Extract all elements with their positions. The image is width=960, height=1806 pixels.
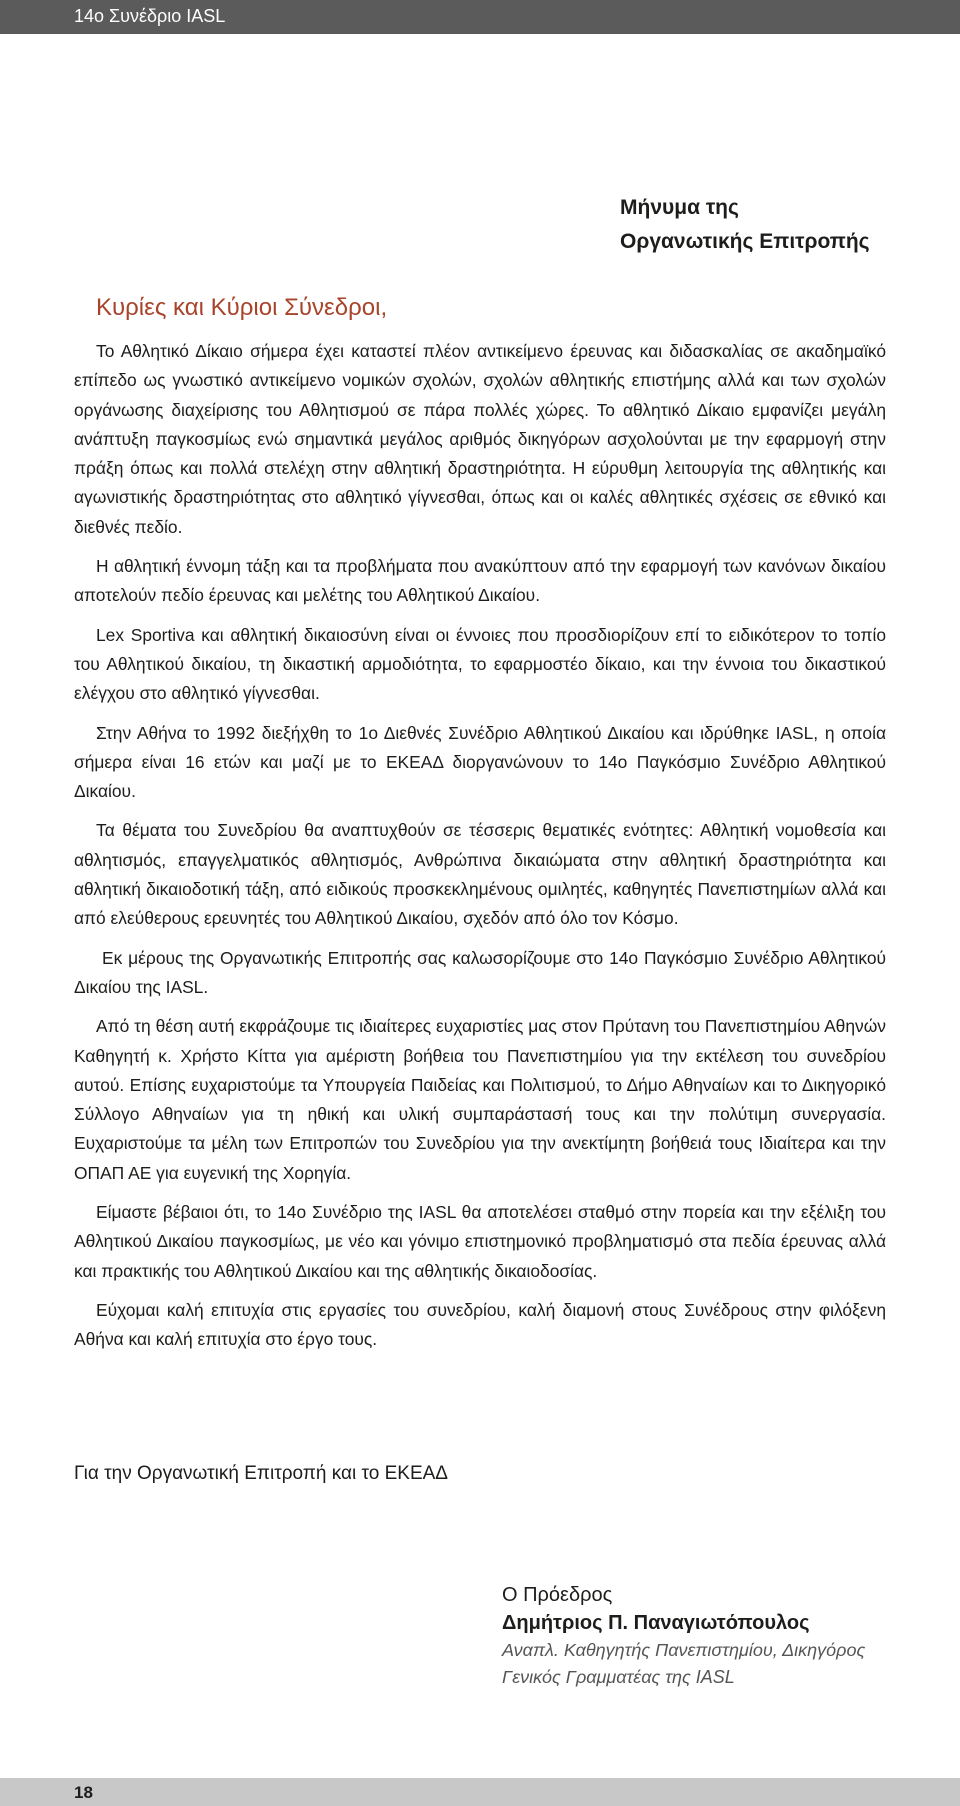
letter-body: [74, 337, 886, 1365]
section-title: [620, 191, 870, 259]
paragraph: Στην Αθήνα το 1992 διεξήχθη το 1ο Διεθνές Συνέδριο Αθλητικού Δικαίου και ιδρύθηκε IASL, η οποία σήμερα είναι 16 ετών και μαζί με το ΕΚΕΑΔ διοργανώνουν το 14ο Παγκόσμιο Συνέδριο Αθλητικού Δικαίου.: [74, 722, 886, 802]
paragraph: Lex Sportiva και αθλητική δικαιοσύνη είναι οι έννοιες που προσδιορίζουν επί το ειδικότερον το τοπίο του Αθλητικού δικαίου, τη δικαστική αρμοδιότητα, το εφαρμοστέο δίκαιο, και την έννοια του δικαστικού ελέγχου στο αθλητικό γίγνεσθαι.: [74, 624, 886, 704]
section-title-line-1: Μήνυμα της: [620, 196, 739, 219]
running-header-title: 14ο Συνέδριο IASL: [74, 6, 226, 26]
paragraph: Τα θέματα του Συνεδρίου θα αναπτυχθούν σε τέσσερις θεματικές ενότητες: Αθλητική νομοθεσία και αθλητισμός, επαγγελματικός αθλητισμός, Ανθρώπινα δικαιώματα στην αθλητική δραστηριότητα και αθλητική δικαιοδοτική τάξη, από ειδικούς προσκεκλημένους ομιλητές, καθηγητές Πανεπιστημίων αλλά και από ελεύθερους ερευνητές του Αθλητικού Δικαίου, σχεδόν από όλο τον Κόσμο.: [74, 820, 886, 929]
salutation: Κυρίες και Κύριοι Σύνεδροι,: [96, 294, 388, 321]
page-header: [0, 0, 960, 34]
paragraph: Από τη θέση αυτή εκφράζουμε τις ιδιαίτερες ευχαριστίες μας στον Πρύτανη του Πανεπιστημίου Αθηνών Καθηγητή κ. Χρήστο Κίττα για αμέριστη βοήθεια του Πανεπιστημίου για την εκτέλεση του συνεδρίου αυτού. Επίσης ευχαριστούμε τα Υπουργεία Παιδείας και Πολιτισμού, το Δήμο Αθηναίων και το Δικηγορικό Σύλλογο Αθηναίων για τη ηθική και υλική συμπαράστασή τους και την πολύτιμη συνεργασία. Ευχαριστούμε τα μέλη των Επιτροπών του Συνεδρίου για την ανεκτίμητη βοήθειά τους Ιδιαίτερα και την ΟΠΑΠ ΑΕ για ευγενική της Χορηγία.: [74, 1016, 886, 1183]
paragraph: Το Αθλητικό Δίκαιο σήμερα έχει καταστεί πλέον αντικείμενο έρευνας και διδασκαλίας σε ακαδημαϊκό επίπεδο ως γνωστικό αντικείμενο νομικών σχολών, σχολών αθλητικής επιστήμης αλλά και των σχολών οργάνωσης διαχείρισης του Αθλητισμού σε πάρα πολλές χώρες. Το αθλητικό Δίκαιο εμφανίζει μεγάλη ανάπτυξη παγκοσμίως ενώ σημαντικά μεγάλος αριθμός δικηγόρων ασχολούνται με την εφαρμογή στην πράξη όπως και πολλά στελέχη στην αθλητική δραστηριότητα. Η εύρυθμη λειτουργία της αθλητικής και αγωνιστικής δραστηριότητας στο αθλητικό γίγνεσθαι, όπως και οι καλές αθλητικές σχέσεις σε εθνικό και διεθνές πεδίο.: [74, 341, 886, 537]
page-number: 18: [74, 1783, 93, 1802]
page-footer: [0, 1778, 960, 1806]
signatory-name: Δημήτριος Π. Παναγιωτόπουλος: [502, 1612, 810, 1634]
section-title-line-2: Οργανωτικής Επιτροπής: [620, 230, 870, 253]
signatory-role: Ο Πρόεδρος: [502, 1584, 613, 1606]
paragraph: Εκ μέρους της Οργανωτικής Επιτροπής σας καλωσορίζουμε στο 14ο Παγκόσμιο Συνέδριο Αθλητικού Δικαίου της IASL.: [74, 947, 886, 997]
paragraph: Η αθλητική έννομη τάξη και τα προβλήματα που ανακύπτουν από την εφαρμογή των κανόνων δικαίου αποτελούν πεδίο έρευνας και μελέτης του Αθλητικού Δικαίου.: [74, 556, 886, 606]
paragraph: Εύχομαι καλή επιτυχία στις εργασίες του συνεδρίου, καλή διαμονή στους Συνέδρους στην φιλόξενη Αθήνα και καλή επιτυχία στο έργο τους.: [74, 1299, 886, 1350]
paragraph: Είμαστε βέβαιοι ότι, το 14ο Συνέδριο της IASL θα αποτελέσει σταθμό στην πορεία και την εξέλιξη του Αθλητικού Δικαίου παγκοσμίως, με νέο και γόνιμο επιστημονικό προβληματισμό στα πεδία έρευνας αλλά και πρακτικής του Αθλητικού Δικαίου και της αθλητικής δικαιοδοσίας.: [74, 1202, 886, 1281]
signatory-title-2: Γενικός Γραμματέας της IASL: [502, 1667, 735, 1687]
signature-block: [502, 1581, 865, 1691]
closing-line: Για την Οργανωτική Επιτροπή και το ΕΚΕΑΔ: [74, 1463, 448, 1484]
signatory-title-1: Αναπλ. Καθηγητής Πανεπιστημίου, Δικηγόρος: [502, 1640, 866, 1660]
